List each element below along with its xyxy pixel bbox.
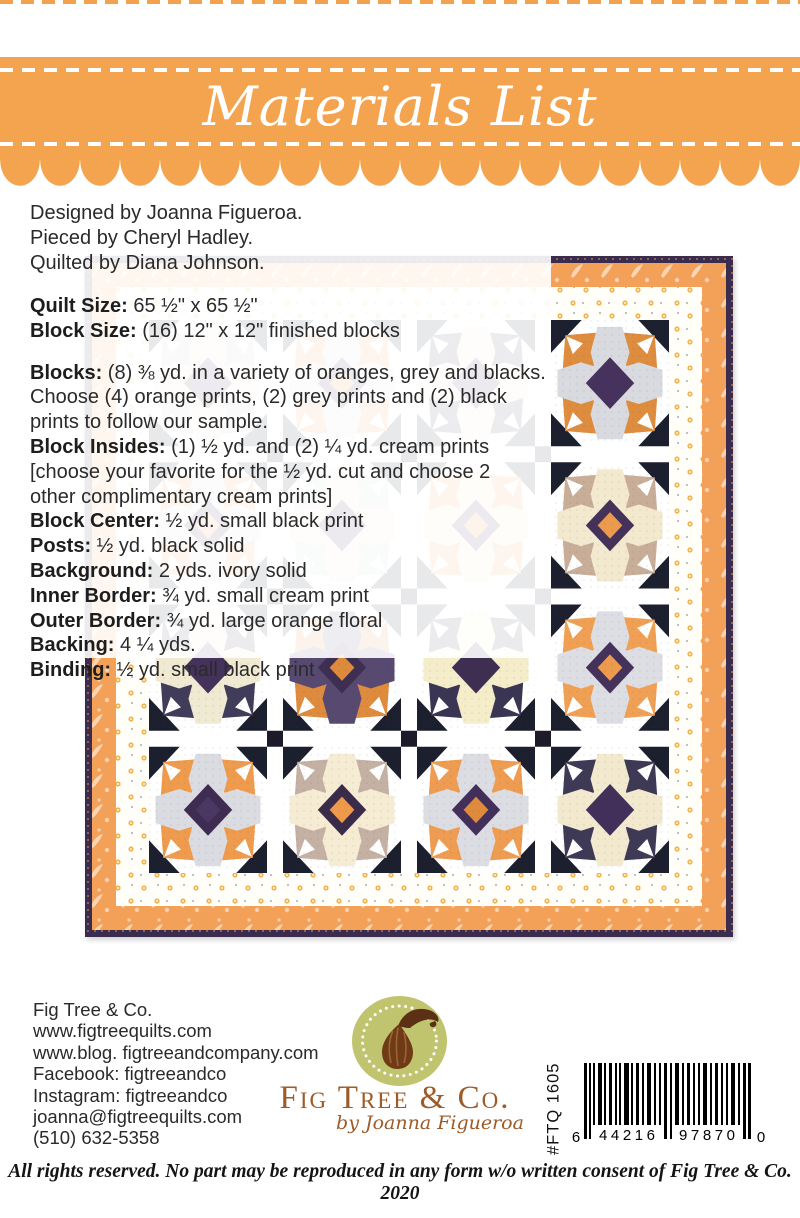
banner-dash-bottom: [0, 142, 800, 146]
materials-label: Posts:: [30, 535, 92, 558]
page-title: Materials List: [202, 74, 598, 138]
contact-line: Fig Tree & Co.: [33, 999, 153, 1020]
materials-line: [30, 509, 590, 534]
materials-line: [30, 658, 590, 683]
materials-label: Outer Border:: [30, 609, 162, 632]
materials-value: [choose your favorite for the ½ yd. cut and choose 2: [30, 460, 491, 483]
svg-text:44216: 44216: [599, 1127, 655, 1144]
materials-value: ¾ yd. large orange floral: [161, 609, 383, 632]
contact-line: joanna@figtreequilts.com: [33, 1106, 243, 1128]
materials-value: ½ yd. small black print: [160, 510, 364, 533]
materials-label: Blocks:: [30, 361, 103, 384]
materials-label: Background:: [30, 559, 154, 582]
materials-value: (16) 12" x 12" finished blocks: [136, 319, 400, 342]
materials-value: 65 ½" x 65 ½": [127, 295, 258, 317]
materials-line: [30, 319, 590, 344]
fig-tree-logo-icon: [351, 995, 448, 1087]
credit-line: Quilted by Diana Johnson.: [30, 252, 265, 274]
materials-value: (1) ½ yd. and (2) ¼ yd. cream prints: [165, 435, 490, 458]
materials-value: ½ yd. small black print: [111, 659, 315, 682]
top-dashed-border: [0, 0, 800, 4]
contact-line: (510) 632-5358: [33, 1127, 160, 1149]
credit-line: Pieced by Cheryl Hadley.: [30, 227, 254, 249]
product-code: #FTQ 1605: [544, 1062, 563, 1155]
materials-value: Choose (4) orange prints, (2) grey prints and (2) black: [30, 386, 507, 409]
svg-text:97870: 97870: [679, 1127, 735, 1144]
copyright-line: All rights reserved. No part may be reproduced in any form w/o written consent of Fig Tree & Co. 2020: [8, 1161, 792, 1204]
contact-line: Instagram: figtreeandco: [33, 1084, 228, 1106]
materials-list: [30, 294, 590, 683]
svg-text:0: 0: [756, 1129, 766, 1146]
logo-byline: by Joanna Figueroa: [336, 1112, 524, 1134]
materials-label: Backing:: [30, 634, 115, 657]
contact-block: [33, 999, 319, 1149]
materials-value: ½ yd. black solid: [91, 535, 245, 558]
materials-label: Quilt Size:: [30, 295, 128, 317]
materials-line: [30, 435, 590, 460]
materials-label: Binding:: [30, 659, 112, 682]
materials-line: [30, 460, 590, 485]
materials-line: [30, 410, 590, 435]
materials-label: Inner Border:: [30, 584, 157, 607]
materials-label: Block Center:: [30, 510, 161, 533]
materials-line: [30, 485, 590, 510]
barcode-bars: [568, 1063, 772, 1153]
credit-line: Designed by Joanna Figueroa.: [30, 202, 303, 224]
scallop-edge: [0, 160, 800, 187]
materials-line: [30, 361, 590, 386]
svg-text:6: 6: [571, 1129, 581, 1146]
logo-wordmark: Fig Tree & Co.: [279, 1080, 511, 1116]
credits-block: [30, 201, 302, 276]
materials-label: Block Insides:: [30, 435, 166, 458]
materials-value: ¾ yd. small cream print: [156, 584, 369, 607]
materials-line: [30, 294, 590, 319]
materials-list-banner: [0, 57, 800, 160]
materials-value: (8) ⅜ yd. in a variety of oranges, grey and blacks.: [102, 361, 546, 384]
materials-line: [30, 534, 590, 559]
contact-line: www.figtreequilts.com: [33, 1020, 212, 1042]
banner-dash-top: [0, 68, 800, 72]
contact-line: www.blog. figtreeandcompany.com: [33, 1041, 319, 1063]
materials-value: 4 ¼ yds.: [114, 634, 196, 657]
materials-line: [30, 584, 590, 609]
upc-barcode: [568, 1063, 772, 1153]
materials-value: prints to follow our sample.: [30, 411, 268, 434]
materials-value: other complimentary cream prints]: [30, 485, 333, 508]
materials-line: [30, 609, 590, 634]
materials-line: [30, 633, 590, 658]
materials-label: Block Size:: [30, 319, 137, 342]
materials-value: 2 yds. ivory solid: [153, 559, 307, 582]
materials-line: [30, 385, 590, 410]
contact-line: Facebook: figtreeandco: [33, 1063, 227, 1085]
materials-line: [30, 559, 590, 584]
